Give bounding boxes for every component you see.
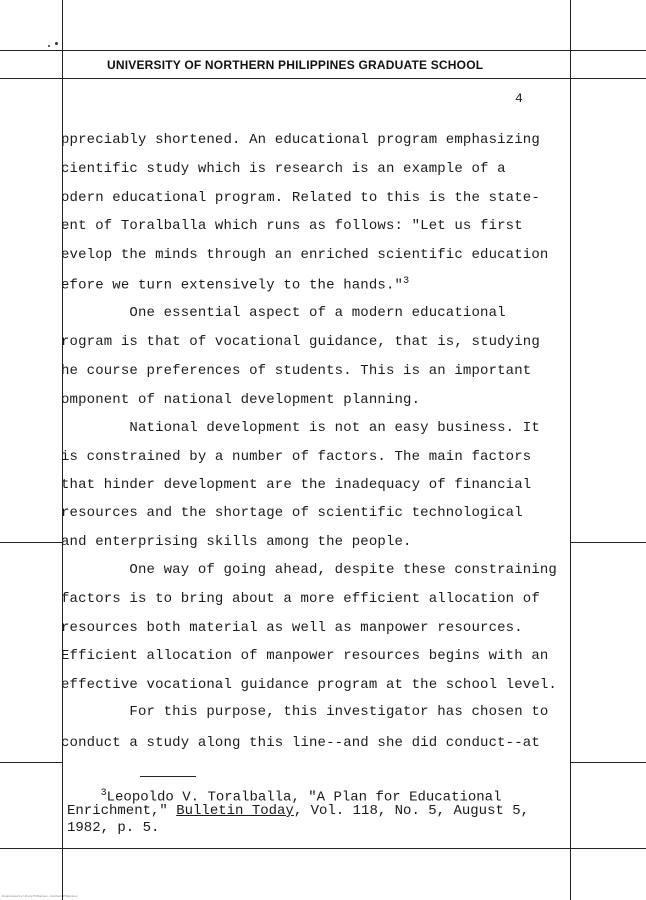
text-line: rogram is that of vocational guidance, that is, studying	[61, 334, 540, 350]
text-line: ent of Toralballa which runs as follows: "Let us first	[61, 218, 523, 234]
scan-dot	[48, 45, 50, 47]
footnote-line: Enrichment," Bulletin Today, Vol. 118, No. 5, August 5,	[67, 803, 530, 819]
text-line: One essential aspect of a modern educational	[61, 305, 506, 321]
lower-left-rule	[0, 762, 62, 763]
text-line: conduct a study along this line--and she did conduct--at	[61, 735, 540, 751]
lower-right-rule	[570, 762, 646, 763]
text-line: For this purpose, this investigator has chosen to	[61, 704, 549, 720]
text-line: efore we turn extensively to the hands."$^3$	[61, 276, 410, 294]
scan-stamp: Reproduced by Library Philippines - Northern Philippines	[2, 894, 78, 898]
text-line: cientific study which is research is an example of a	[61, 161, 506, 177]
footnote-marker: 3	[100, 788, 107, 799]
text-line: odern educational program. Related to this is the state-	[61, 190, 540, 206]
publication-title: Bulletin Today	[176, 803, 294, 819]
text-line: Efficient allocation of manpower resources begins with an	[61, 648, 549, 664]
text-line: that hinder development are the inadequacy of financial	[61, 477, 532, 493]
text-line: One way of going ahead, despite these constraining	[61, 562, 557, 578]
scan-dot	[55, 42, 58, 45]
text-line: National development is not an easy business. It	[61, 420, 540, 436]
footnote-line: 1982, p. 5.	[67, 820, 160, 836]
text-line: and enterprising skills among the people.	[61, 534, 412, 550]
text-line: evelop the minds through an enriched scientific education	[61, 247, 549, 263]
text-line: omponent of national development planning.	[61, 392, 421, 408]
text-line: resources both material as well as manpower resources.	[61, 620, 523, 636]
text-line: factors is to bring about a more efficient allocation of	[61, 591, 540, 607]
text-line: ppreciably shortened. An educational program emphasizing	[61, 132, 540, 148]
footnote-separator	[140, 776, 196, 777]
text-line: is constrained by a number of factors. The main factors	[61, 449, 532, 465]
right-mid-rule	[570, 542, 646, 543]
header-top-rule	[0, 50, 646, 51]
institution-header: UNIVERSITY OF NORTHERN PHILIPPINES GRADUATE SCHOOL	[107, 58, 484, 72]
header-bottom-rule	[0, 78, 646, 79]
page-number: 4	[515, 91, 523, 106]
text-line: effective vocational guidance program at the school level.	[61, 677, 557, 693]
right-margin-rule	[570, 0, 571, 900]
footnote-line: $^3$Leopoldo V. Toralballa, "A Plan for Educational	[100, 788, 502, 806]
bottom-rule	[0, 848, 646, 849]
text-line: he course preferences of students. This is an important	[61, 363, 532, 379]
text-line: resources and the shortage of scientific technological	[61, 505, 523, 521]
footnote-reference: 3	[403, 276, 410, 287]
left-mid-rule	[0, 542, 62, 543]
